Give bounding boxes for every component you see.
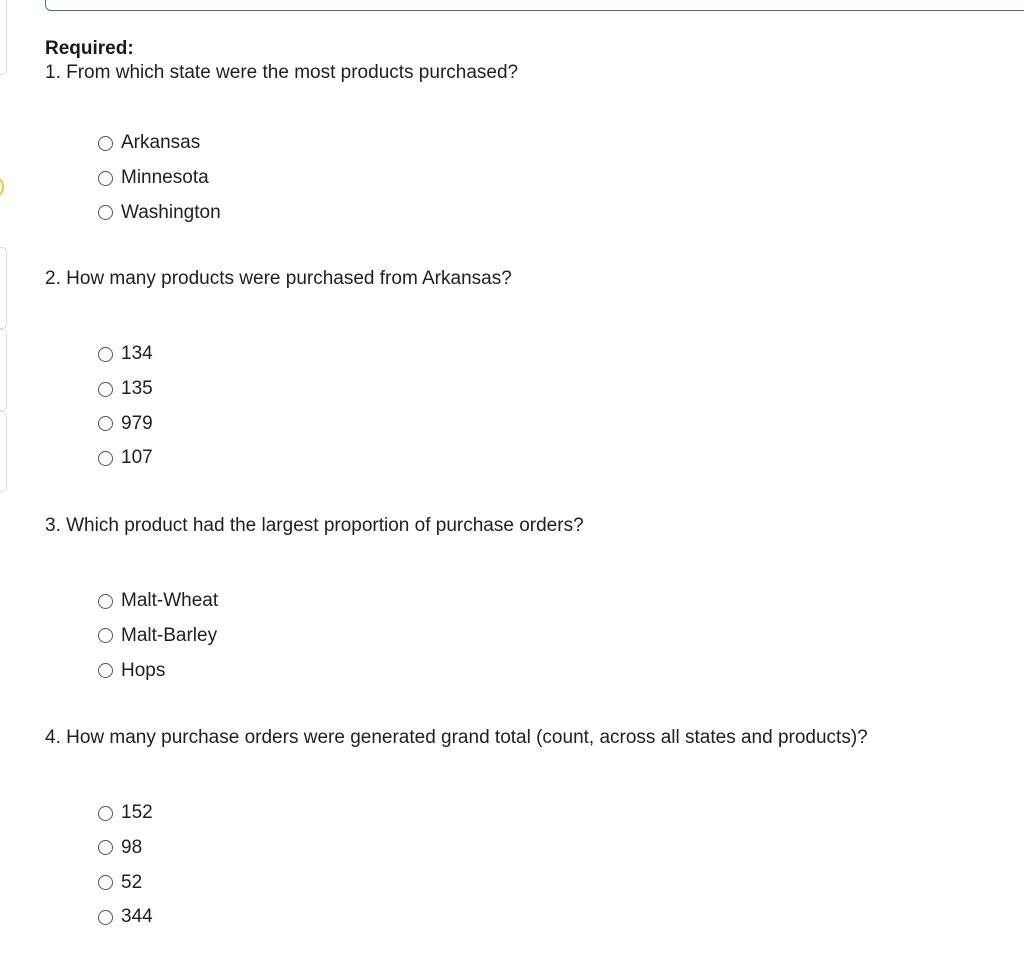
option-label: 107 [121, 447, 153, 469]
option-label: 135 [121, 378, 153, 400]
questions-container [45, 38, 1015, 935]
radio-button[interactable] [98, 171, 113, 186]
question-3-options [98, 584, 1015, 688]
option-minnesota[interactable] [98, 161, 1015, 196]
question-4-text: 4. How many purchase orders were generated grand total (count, across all states and products)? [45, 726, 868, 748]
option-label: Malt-Barley [121, 624, 218, 646]
option-52[interactable] [98, 865, 1015, 900]
radio-button[interactable] [98, 806, 113, 821]
radio-button[interactable] [98, 594, 113, 609]
option-98[interactable] [98, 831, 1015, 866]
option-label: Malt-Wheat [121, 590, 219, 612]
radio-button[interactable] [98, 910, 113, 925]
option-979[interactable] [98, 406, 1015, 441]
option-label: 344 [121, 906, 153, 928]
question-2-text: 2. How many products were purchased from Arkansas? [45, 268, 512, 290]
question-4-options [98, 796, 1015, 935]
left-panel-fragment [0, 247, 7, 329]
required-label: Required: [45, 38, 134, 59]
option-hops[interactable] [98, 653, 1015, 688]
option-152[interactable] [98, 796, 1015, 831]
option-label: 98 [121, 836, 143, 858]
option-washington[interactable] [98, 195, 1015, 230]
option-malt-barley[interactable] [98, 619, 1015, 654]
radio-button[interactable] [98, 840, 113, 855]
option-label: 152 [121, 802, 153, 824]
option-label: Minnesota [121, 167, 209, 189]
option-arkansas[interactable] [98, 126, 1015, 161]
option-label: 52 [121, 871, 143, 893]
radio-button[interactable] [98, 875, 113, 890]
option-label: 134 [121, 343, 153, 365]
question-2-options [98, 337, 1015, 476]
left-panel-fragment [0, 0, 7, 75]
left-panel-fragment [0, 329, 7, 411]
option-107[interactable] [98, 441, 1015, 476]
radio-button[interactable] [98, 347, 113, 362]
option-label: Hops [121, 659, 166, 681]
option-label: Arkansas [121, 132, 201, 154]
radio-button[interactable] [98, 205, 113, 220]
left-panel-fragment [0, 411, 7, 492]
option-malt-wheat[interactable] [98, 584, 1015, 619]
previous-panel-box [45, 0, 1024, 11]
radio-button[interactable] [98, 136, 113, 151]
option-344[interactable] [98, 900, 1015, 935]
question-3-text: 3. Which product had the largest proportion of purchase orders? [45, 514, 584, 536]
option-label: Washington [121, 201, 221, 223]
radio-button[interactable] [98, 416, 113, 431]
radio-button[interactable] [98, 382, 113, 397]
radio-button[interactable] [98, 663, 113, 678]
option-135[interactable] [98, 372, 1015, 407]
option-label: 979 [121, 412, 153, 434]
option-134[interactable] [98, 337, 1015, 372]
question-1-options [98, 126, 1015, 230]
radio-button[interactable] [98, 451, 113, 466]
left-indicator-dot [0, 178, 4, 196]
radio-button[interactable] [98, 628, 113, 643]
question-1-text: 1. From which state were the most products purchased? [45, 62, 519, 83]
